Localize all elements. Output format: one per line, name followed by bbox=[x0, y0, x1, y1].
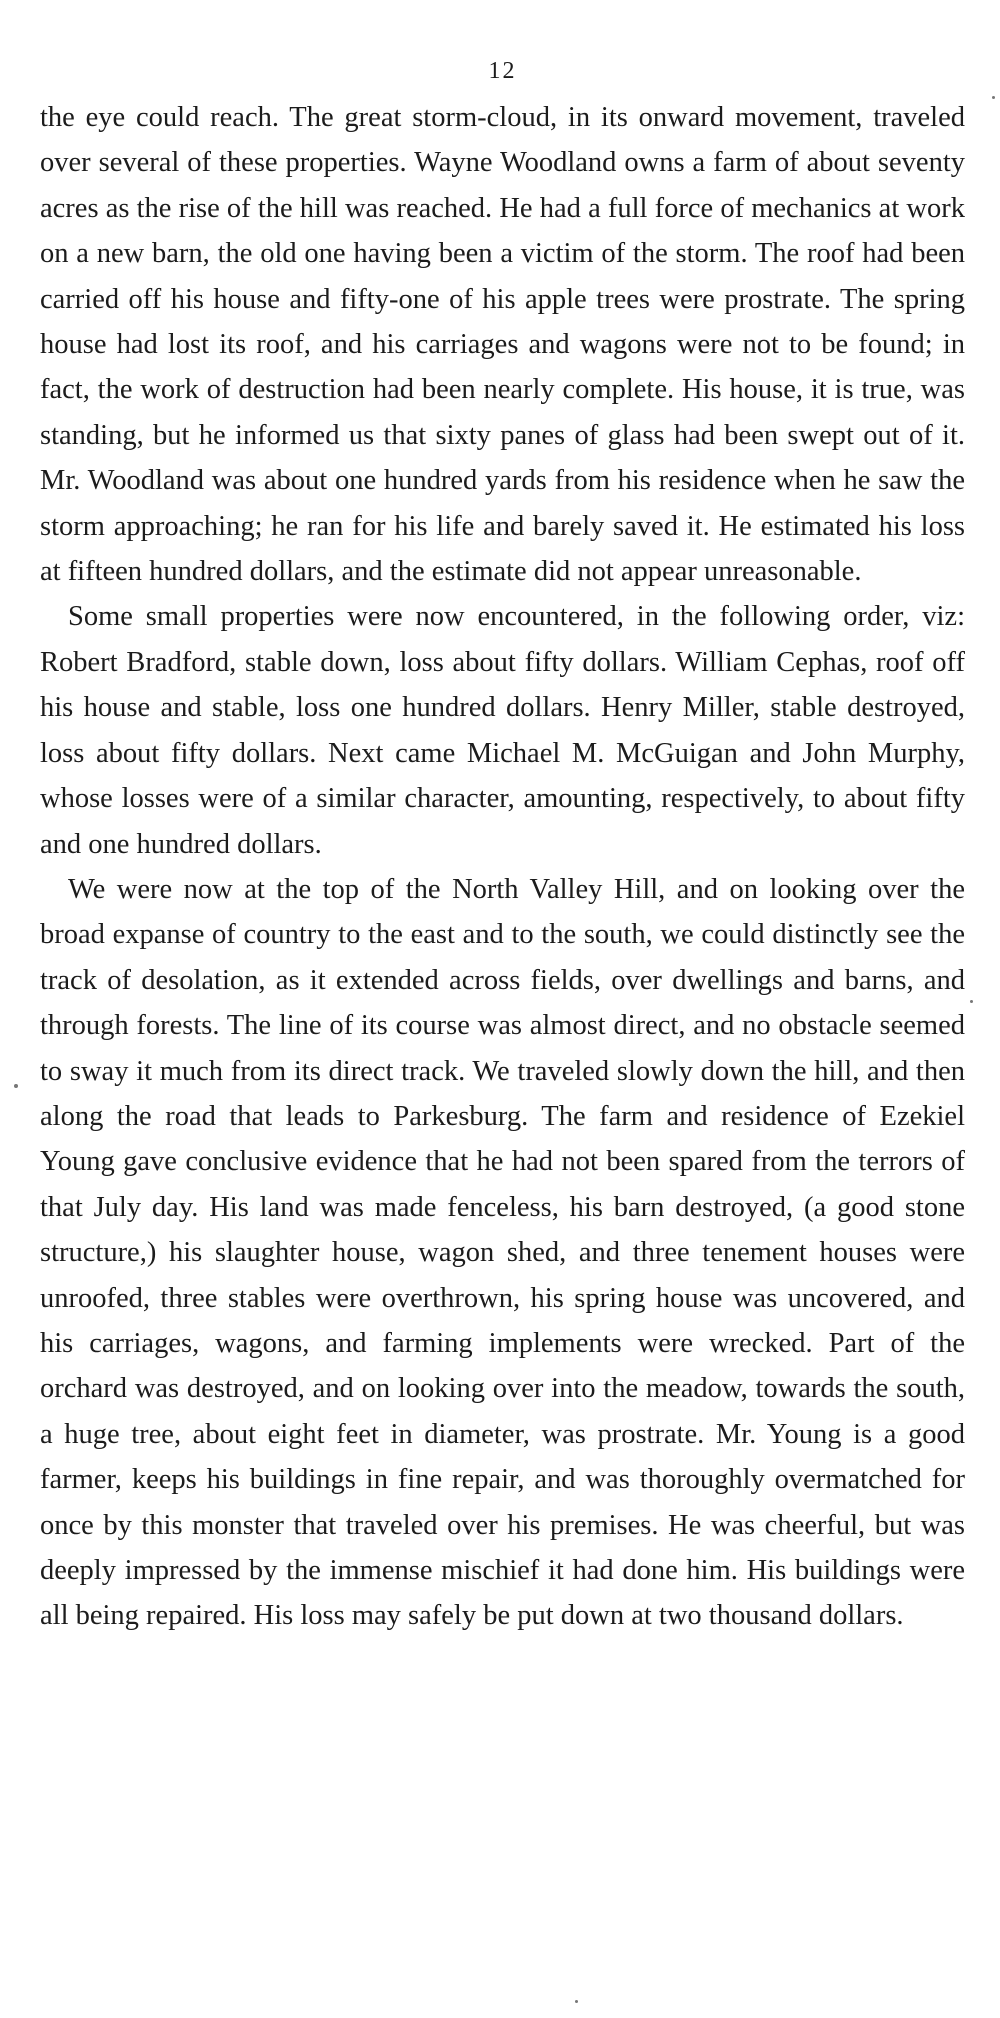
book-page bbox=[40, 50, 965, 1990]
paragraph-woodland-farm: the eye could reach. The great storm-cloud, in its onward movement, traveled over several of these properties. Wayne Woodland owns a farm of about seventy acres as the rise of the hill was reached. He had a full force of mechanics at work on a new barn, the old one having been a victim of the storm. The roof had been carried off his house and fifty-one of his apple trees were prostrate. The spring house had lost its roof, and his carriages and wagons were not to be found; in fact, the work of destruction had been nearly complete. His house, it is true, was standing, but he informed us that sixty panes of glass had been swept out of it. Mr. Woodland was about one hundred yards from his residence when he saw the storm approaching; he ran for his life and barely saved it. He estimated his loss at fifteen hundred dollars, and the estimate did not appear unreasonable. bbox=[40, 102, 965, 588]
scan-speck bbox=[575, 2000, 578, 2003]
scan-speck bbox=[970, 1000, 973, 1003]
scan-speck bbox=[992, 96, 995, 99]
paragraph-small-properties: Some small properties were now encountered, in the following order, viz: Robert Bradford, stable down, loss about fifty dollars. William Cephas, roof off his house and stable, loss one hundred dollars. Henry Miller, stable destroyed, loss about fifty dollars. Next came Michael M. McGuigan and John Murphy, whose losses were of a similar character, amounting, respectively, to about fifty and one hundred dollars. bbox=[40, 601, 965, 860]
page-number: 12 bbox=[488, 58, 517, 84]
scan-speck bbox=[14, 1084, 18, 1088]
paragraph-north-valley-hill: We were now at the top of the North Valley Hill, and on looking over the broad expanse of country to the east and to the south, we could distinctly see the track of desolation, as it extended across fields, over dwellings and barns, and through forests. The line of its course was almost direct, and no obstacle seemed to sway it much from its direct track. We traveled slowly down the hill, and then along the road that leads to Parkesburg. The farm and residence of Ezekiel Young gave conclusive evidence that he had not been spared from the terrors of that July day. His land was made fenceless, his barn destroyed, (a good stone structure,) his slaughter house, wagon shed, and three tenement houses were unroofed, three stables were overthrown, his spring house was uncovered, and his carriages, wagons, and farming implements were wrecked. Part of the orchard was destroyed, and on looking over into the meadow, towards the south, a huge tree, about eight feet in diameter, was prostrate. Mr. Young is a good farmer, keeps his buildings in fine repair, and was thoroughly overmatched for once by this monster that traveled over his premises. He was cheerful, but was deeply impressed by the immense mischief it had done him. His buildings were all being repaired. His loss may safely be put down at two thousand dollars. bbox=[40, 873, 965, 1632]
